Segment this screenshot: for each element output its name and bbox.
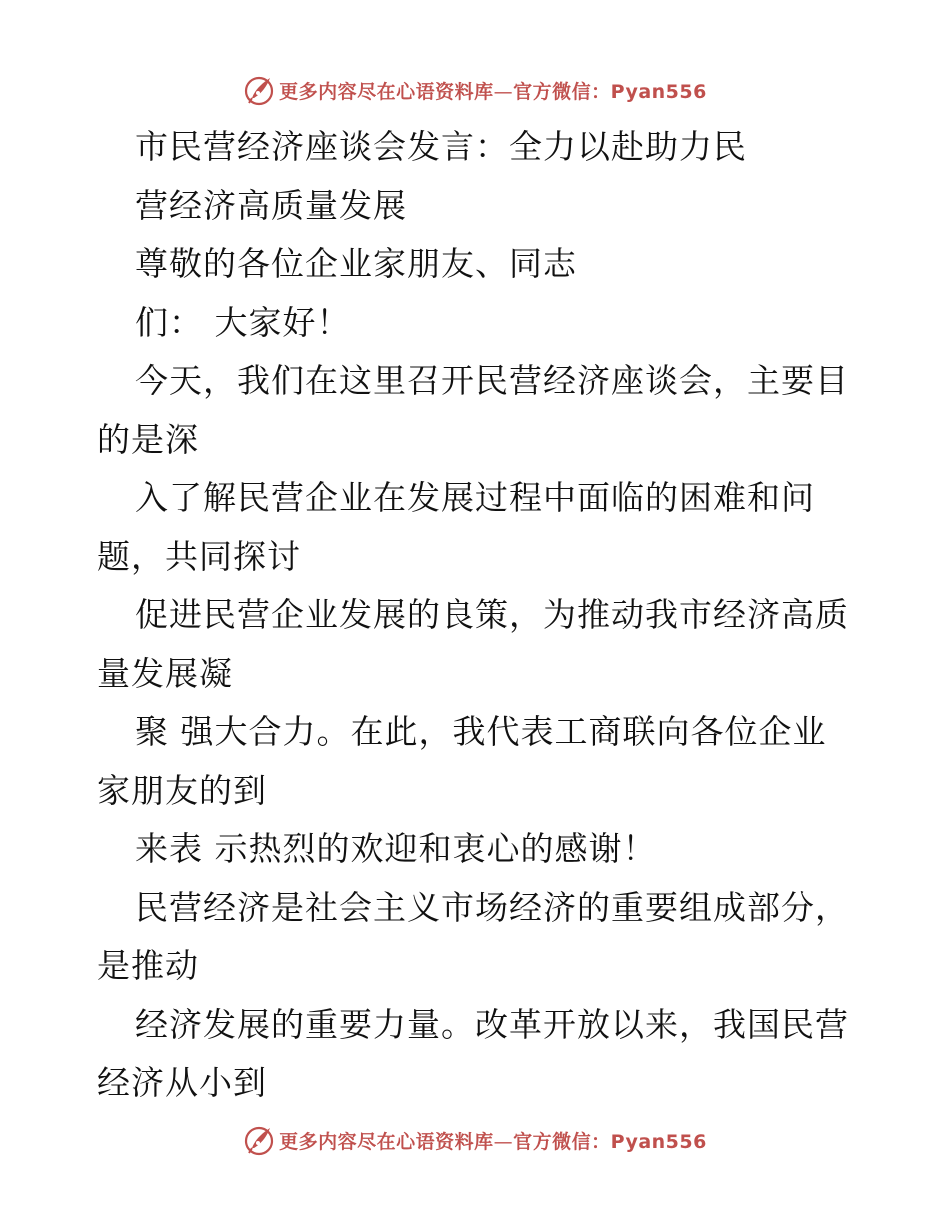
document-line: 入了解民营企业在发展过程中面临的困难和问: [135, 478, 815, 517]
document-line: 市民营经济座谈会发言：全力以赴助力民: [135, 127, 747, 166]
header-wechat-id: Pyan556: [610, 80, 707, 103]
document-line: 今天，我们在这里召开民营经济座谈会，主要目: [135, 361, 849, 400]
document-line: 的是深: [97, 419, 199, 459]
footer-wechat-label: 官方微信：: [513, 1130, 611, 1153]
quill-pen-logo-icon: [243, 74, 275, 106]
document-line: 量发展凝: [97, 653, 233, 693]
document-line: 来表 示热烈的欢迎和衷心的感谢！: [135, 829, 657, 868]
footer-wechat-id: Pyan556: [610, 1130, 707, 1153]
header-site-name: 更多内容尽在心语资料库: [279, 80, 494, 103]
footer-separator: —: [493, 1130, 514, 1153]
document-line: 家朋友的到: [97, 770, 267, 810]
document-line: 营经济高质量发展: [135, 185, 407, 225]
footer-banner: [0, 1120, 950, 1160]
document-line: 经济从小到: [97, 1063, 267, 1102]
quill-pen-logo-icon: [243, 1124, 275, 1156]
document-line: 题，共同探讨: [97, 536, 301, 576]
document-body: [97, 118, 857, 1113]
header-wechat-label: 官方微信：: [513, 80, 611, 103]
document-line: 民营经济是社会主义市场经济的重要组成部分，: [135, 887, 849, 927]
header-separator: —: [493, 80, 514, 103]
header-banner-text: [279, 77, 707, 104]
document-line: 聚 强大合力。在此，我代表工商联向各位企业: [135, 712, 827, 751]
document-line: 尊敬的各位企业家朋友、同志: [135, 244, 577, 283]
footer-site-name: 更多内容尽在心语资料库: [279, 1130, 494, 1153]
header-banner: [0, 70, 950, 110]
document-line: 促进民营企业发展的良策，为推动我市经济高质: [135, 595, 849, 634]
document-line: 经济发展的重要力量。改革开放以来，我国民营: [135, 1004, 849, 1044]
document-line: 们： 大家好！: [135, 302, 351, 342]
document-line: 是推动: [97, 946, 199, 985]
footer-banner-text: [279, 1127, 707, 1154]
